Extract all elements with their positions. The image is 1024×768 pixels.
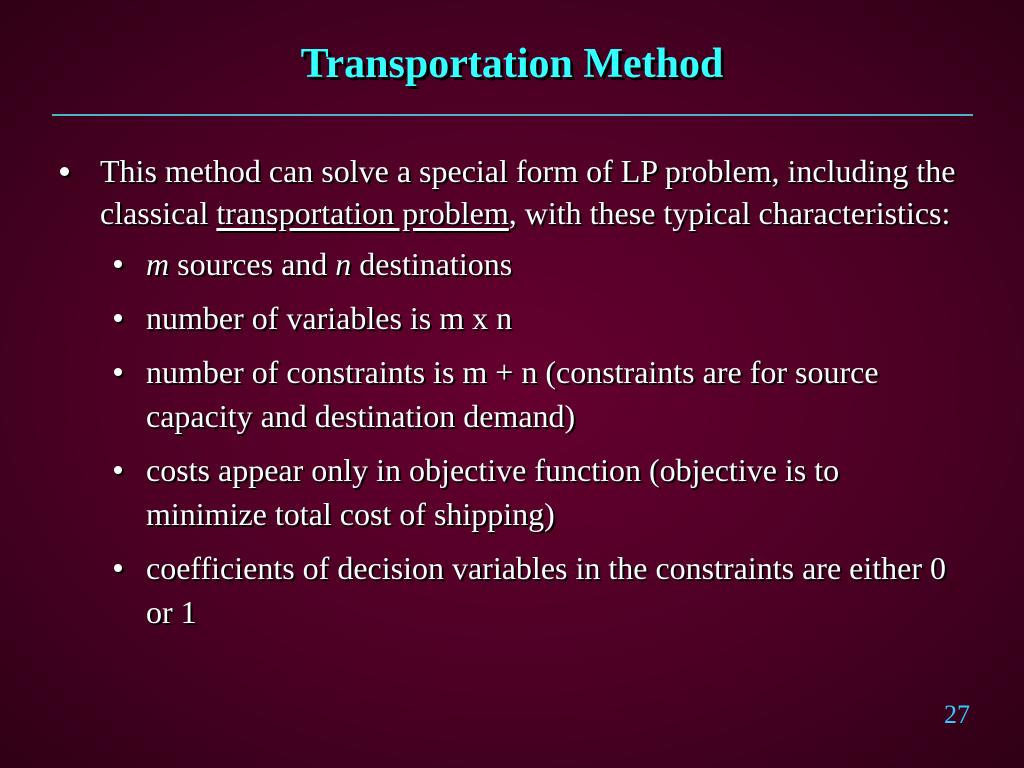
sub-bullet-list xyxy=(108,242,960,634)
sub-bullet-text: number of constraints is m + n (constraints are for source capacity and destination demand) xyxy=(146,354,879,434)
title-divider xyxy=(52,114,973,116)
sub-bullet-coefficients xyxy=(108,546,960,634)
sub-bullet-variables xyxy=(108,296,960,340)
sub-bullet-sources-destinations xyxy=(108,242,960,286)
slide-title: Transportation Method xyxy=(300,41,724,87)
sub-bullet-m: m xyxy=(146,246,170,282)
sub-bullet-costs xyxy=(108,448,960,536)
bullet-icon xyxy=(114,260,122,268)
sub-bullet-n: n xyxy=(335,246,352,282)
sub-bullet-text: number of variables is m x n xyxy=(146,300,513,336)
main-bullet xyxy=(60,150,960,234)
main-bullet-text-start: This method can solve a special form of LP problem, including the classical xyxy=(100,153,956,231)
bullet-icon xyxy=(60,167,69,176)
bullet-icon xyxy=(114,466,122,474)
sub-bullet-text: destinations xyxy=(351,246,513,282)
page-number: 27 xyxy=(944,700,970,729)
bullet-icon xyxy=(114,564,122,572)
transportation-problem-link[interactable]: transportation problem xyxy=(216,195,509,231)
bullet-icon xyxy=(114,368,122,376)
main-bullet-text-end: , with these typical characteristics: xyxy=(508,195,951,231)
sub-bullet-text: costs appear only in objective function (objective is to minimize total cost of shipping) xyxy=(146,452,840,532)
sub-bullet-text: sources and xyxy=(169,246,336,282)
sub-bullet-constraints xyxy=(108,350,960,438)
slide-content xyxy=(60,150,960,644)
bullet-icon xyxy=(114,314,122,322)
sub-bullet-text: coefficients of decision variables in the constraints are either 0 or 1 xyxy=(146,550,946,630)
